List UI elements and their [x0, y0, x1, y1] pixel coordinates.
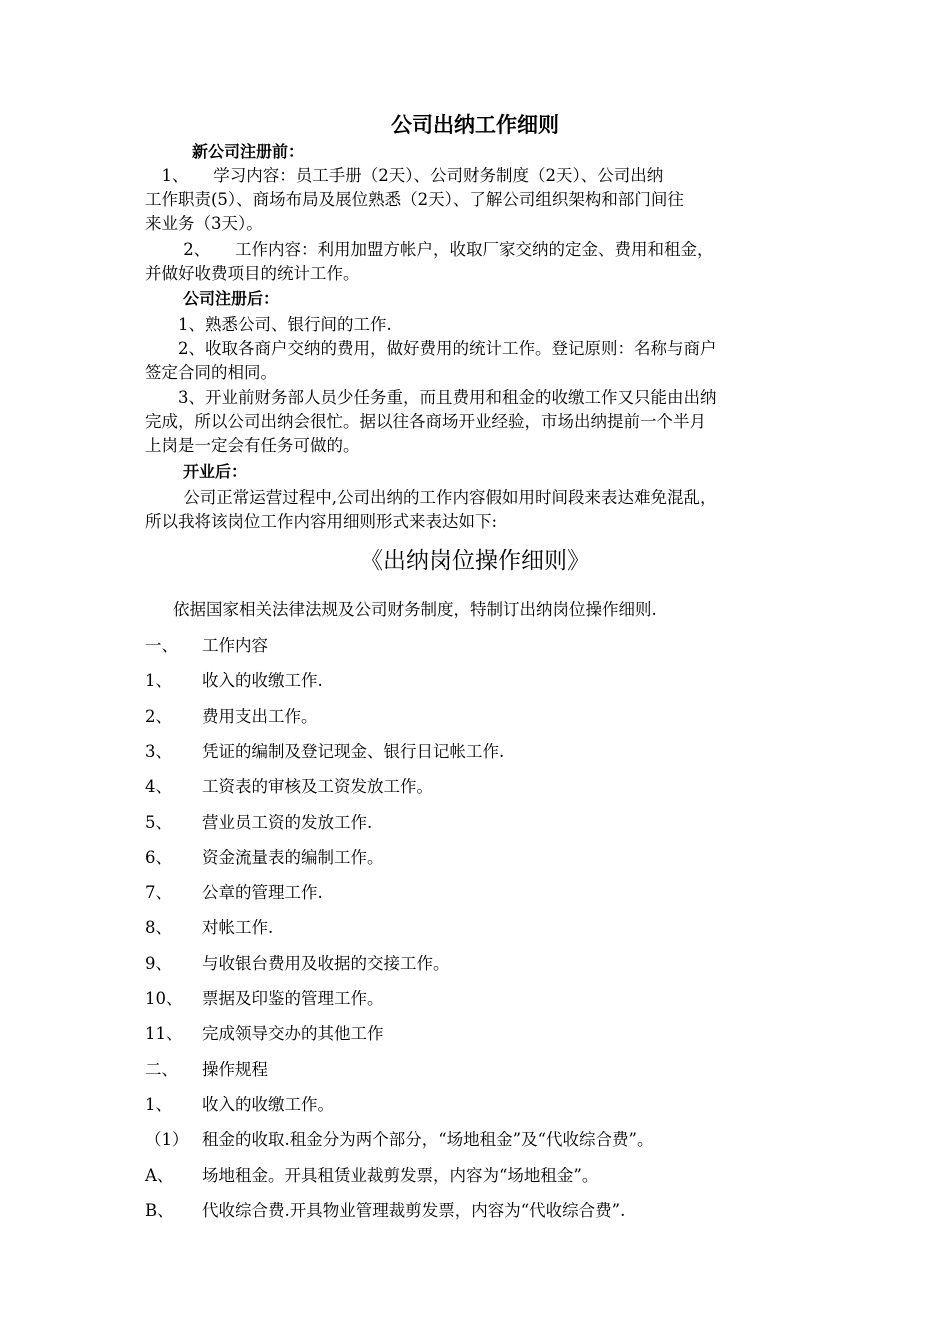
list-item — [145, 1199, 625, 1223]
list-item-number: （1） — [145, 1130, 189, 1149]
section-heading-after-opening: 开业后： — [183, 462, 248, 481]
list-item-text: 代收综合费.开具物业管理裁剪发票，内容为“代收综合费”. — [202, 1201, 626, 1220]
list-item-number: 10、 — [145, 989, 183, 1008]
list-item-text: 与收银台费用及收据的交接工作。 — [202, 954, 450, 973]
paragraph-pre-opening — [145, 386, 825, 458]
section-heading-after-registration: 公司注册后： — [183, 289, 280, 308]
paragraph-line: 1、熟悉公司、银行间的工作. — [145, 315, 392, 334]
list-item-text: 工作内容 — [202, 636, 268, 655]
rules-intro: 依据国家相关法律法规及公司财务制度，特制订出纳岗位操作细则. — [173, 600, 657, 619]
list-item-number: B、 — [145, 1201, 174, 1220]
list-item — [145, 775, 433, 799]
paragraph-line: 完成，所以公司出纳会很忙。据以往各商场开业经验，市场出纳提前一个半月 — [145, 412, 706, 431]
list-item — [145, 881, 323, 905]
list-item-number: 2、 — [145, 707, 172, 726]
document-title: 公司出纳工作细则 — [391, 113, 559, 137]
paragraph-collect-fees — [145, 337, 825, 385]
list-item — [145, 952, 450, 976]
list-item-number: 4、 — [145, 777, 172, 796]
paragraph-line: 1、 学习内容：员工手册（2天）、公司财务制度（2天）、公司出纳 — [145, 166, 664, 185]
list-item-number: 3、 — [145, 742, 172, 761]
paragraph-normal-operation — [145, 486, 825, 534]
list-item-number: 8、 — [145, 918, 172, 937]
list-item — [145, 846, 384, 870]
list-item-text: 对帐工作. — [202, 918, 274, 937]
list-item — [145, 1093, 334, 1117]
list-item-text: 公章的管理工作. — [202, 883, 323, 902]
paragraph-line: 3、开业前财务部人员少任务重，而且费用和租金的收缴工作又只能由出纳 — [145, 388, 717, 407]
list-item — [145, 705, 318, 729]
list-item-text: 凭证的编制及登记现金、银行日记帐工作. — [202, 742, 505, 761]
list-item — [145, 1058, 268, 1082]
list-item — [145, 1164, 598, 1188]
paragraph-work-content — [145, 238, 825, 286]
list-item — [145, 634, 268, 658]
paragraph-line: 2、 工作内容：利用加盟方帐户，收取厂家交纳的定金、费用和租金， — [145, 240, 714, 259]
paragraph-line: 并做好收费项目的统计工作。 — [145, 264, 360, 283]
list-item — [145, 669, 323, 693]
paragraph-line: 工作职责(5）、商场布局及展位熟悉（2天）、了解公司组织架构和部门间往 — [145, 190, 684, 209]
list-item-number: 6、 — [145, 848, 172, 867]
list-item-text: 租金的收取.租金分为两个部分，“场地租金”及“代收综合费”。 — [202, 1130, 654, 1149]
list-item-text: 场地租金。开具租赁业裁剪发票，内容为“场地租金”。 — [202, 1166, 599, 1185]
list-item-text: 工资表的审核及工资发放工作。 — [202, 777, 433, 796]
list-item-number: 二、 — [145, 1060, 178, 1079]
list-item-text: 票据及印鉴的管理工作。 — [202, 989, 384, 1008]
list-item — [145, 987, 384, 1011]
list-item-number: 5、 — [145, 813, 172, 832]
paragraph-line: 来业务（3天）。 — [145, 214, 263, 233]
paragraph-line: 所以我将该岗位工作内容用细则形式来表达如下: — [145, 512, 498, 531]
list-item-number: 一、 — [145, 636, 178, 655]
list-item-number: 1、 — [145, 671, 172, 690]
list-item-number: 7、 — [145, 883, 172, 902]
list-item-number: 1、 — [145, 1095, 172, 1114]
list-item — [145, 1128, 654, 1152]
section-heading-before-registration: 新公司注册前： — [192, 142, 305, 161]
list-item — [145, 1022, 384, 1046]
paragraph-familiarize — [145, 313, 825, 337]
list-item-text: 完成领导交办的其他工作 — [202, 1024, 384, 1043]
paragraph-line: 上岗是一定会有任务可做的。 — [145, 436, 360, 455]
list-item-number: 11、 — [145, 1024, 183, 1043]
list-item — [145, 811, 372, 835]
list-item-number: 9、 — [145, 954, 172, 973]
rules-title: 《出纳岗位操作细则》 — [360, 548, 590, 574]
list-item-text: 资金流量表的编制工作。 — [202, 848, 384, 867]
paragraph-line: 公司正常运营过程中,公司出纳的工作内容假如用时间段来表达难免混乱， — [145, 488, 717, 507]
list-item-text: 收入的收缴工作。 — [202, 1095, 334, 1114]
list-item-number: A、 — [145, 1166, 174, 1185]
list-item-text: 费用支出工作。 — [202, 707, 318, 726]
paragraph-line: 2、收取各商户交纳的费用，做好费用的统计工作。登记原则：名称与商户 — [145, 339, 717, 358]
paragraph-study-content — [145, 164, 825, 236]
list-item-text: 操作规程 — [202, 1060, 268, 1079]
list-item — [145, 916, 273, 940]
list-item-text: 营业员工资的发放工作. — [202, 813, 373, 832]
paragraph-line: 签定合同的相同。 — [145, 363, 277, 382]
list-item — [145, 740, 504, 764]
list-item-text: 收入的收缴工作. — [202, 671, 323, 690]
